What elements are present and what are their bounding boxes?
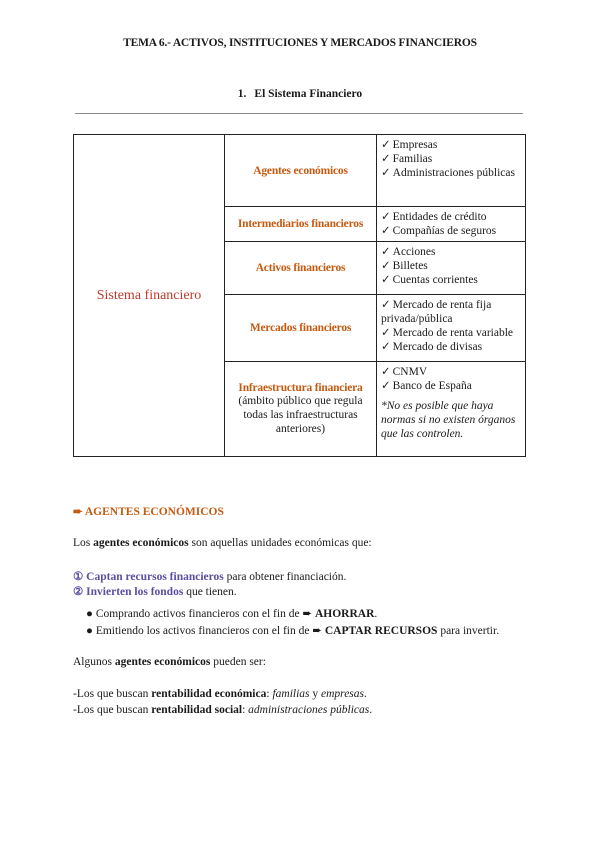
point-1: ① Captan recursos financieros para obtener financiación.	[73, 571, 347, 583]
financial-system-table	[73, 134, 526, 457]
list-item: ✓ Compañías de seguros	[381, 225, 497, 237]
items-cell	[377, 242, 526, 295]
section-title-text: El Sistema Financiero	[254, 88, 363, 100]
list-item: ✓ Mercado de renta variable	[381, 327, 514, 339]
items-cell	[377, 362, 526, 457]
divider	[75, 113, 523, 114]
category-cell	[225, 362, 377, 457]
list-item: ✓ Mercado de renta fija privada/pública	[381, 299, 492, 325]
category-label: Mercados financieros	[249, 322, 352, 334]
examples-intro: Algunos agentes económicos pueden ser:	[73, 656, 266, 668]
check-icon: ✓	[381, 274, 391, 286]
list-item: ✓ Mercado de divisas	[381, 341, 483, 353]
main-label-cell: Sistema financiero	[74, 135, 225, 457]
category-cell	[225, 207, 377, 242]
category-label: Activos financieros	[255, 262, 346, 274]
document-title: TEMA 6.- ACTIVOS, INSTITUCIONES Y MERCADOS FINANCIEROS	[123, 37, 477, 49]
category-cell	[225, 135, 377, 207]
category-label: Intermediarios financieros	[237, 218, 364, 230]
list-item: ✓ Administraciones públicas	[381, 167, 515, 179]
check-icon: ✓	[381, 153, 391, 165]
table-row	[74, 135, 526, 207]
check-icon: ✓	[381, 341, 391, 353]
category-cell	[225, 295, 377, 362]
check-icon: ✓	[381, 211, 391, 223]
list-item: ✓ Entidades de crédito	[381, 211, 487, 223]
category-note: (ámbito público que regula todas las infraestructuras anteriores)	[238, 395, 363, 435]
check-icon: ✓	[381, 139, 391, 151]
agentes-intro: Los agentes económicos son aquellas unidades económicas que:	[73, 537, 372, 549]
list-item: ✓ CNMV	[381, 366, 428, 378]
check-icon: ✓	[381, 246, 391, 258]
items-cell	[377, 295, 526, 362]
point-2: ② Invierten los fondos que tienen.	[73, 586, 237, 598]
bullet-1: ● Comprando activos financieros con el fin de ➨ AHORRAR.	[86, 608, 378, 620]
items-cell	[377, 207, 526, 242]
list-item: ✓ Billetes	[381, 260, 428, 272]
category-label: Infraestructura financiera	[238, 382, 363, 394]
list-item: ✓ Cuentas corrientes	[381, 274, 478, 286]
check-icon: ✓	[381, 327, 391, 339]
category-cell	[225, 242, 377, 295]
section-title	[0, 88, 600, 100]
check-icon: ✓	[381, 225, 391, 237]
items-cell	[377, 135, 526, 207]
example-line-2: -Los que buscan rentabilidad social: administraciones públicas.	[73, 704, 373, 716]
section-number: 1.	[237, 88, 247, 100]
footnote: *No es posible que haya normas si no existen órganos que las controlen.	[381, 400, 516, 440]
agentes-heading: ➨ AGENTES ECONÓMICOS	[73, 506, 224, 518]
list-item: ✓ Banco de España	[381, 380, 472, 392]
list-item: ✓ Empresas	[381, 139, 438, 151]
check-icon: ✓	[381, 380, 391, 392]
category-label: Agentes económicos	[253, 164, 348, 177]
list-item: ✓ Acciones	[381, 246, 436, 258]
check-icon: ✓	[381, 299, 391, 311]
list-item: ✓ Familias	[381, 153, 433, 165]
example-line-1: -Los que buscan rentabilidad económica: familias y empresas.	[73, 688, 367, 700]
check-icon: ✓	[381, 167, 391, 179]
check-icon: ✓	[381, 366, 391, 378]
check-icon: ✓	[381, 260, 391, 272]
bullet-2: ● Emitiendo los activos financieros con el fin de ➨ CAPTAR RECURSOS para invertir.	[86, 625, 500, 637]
